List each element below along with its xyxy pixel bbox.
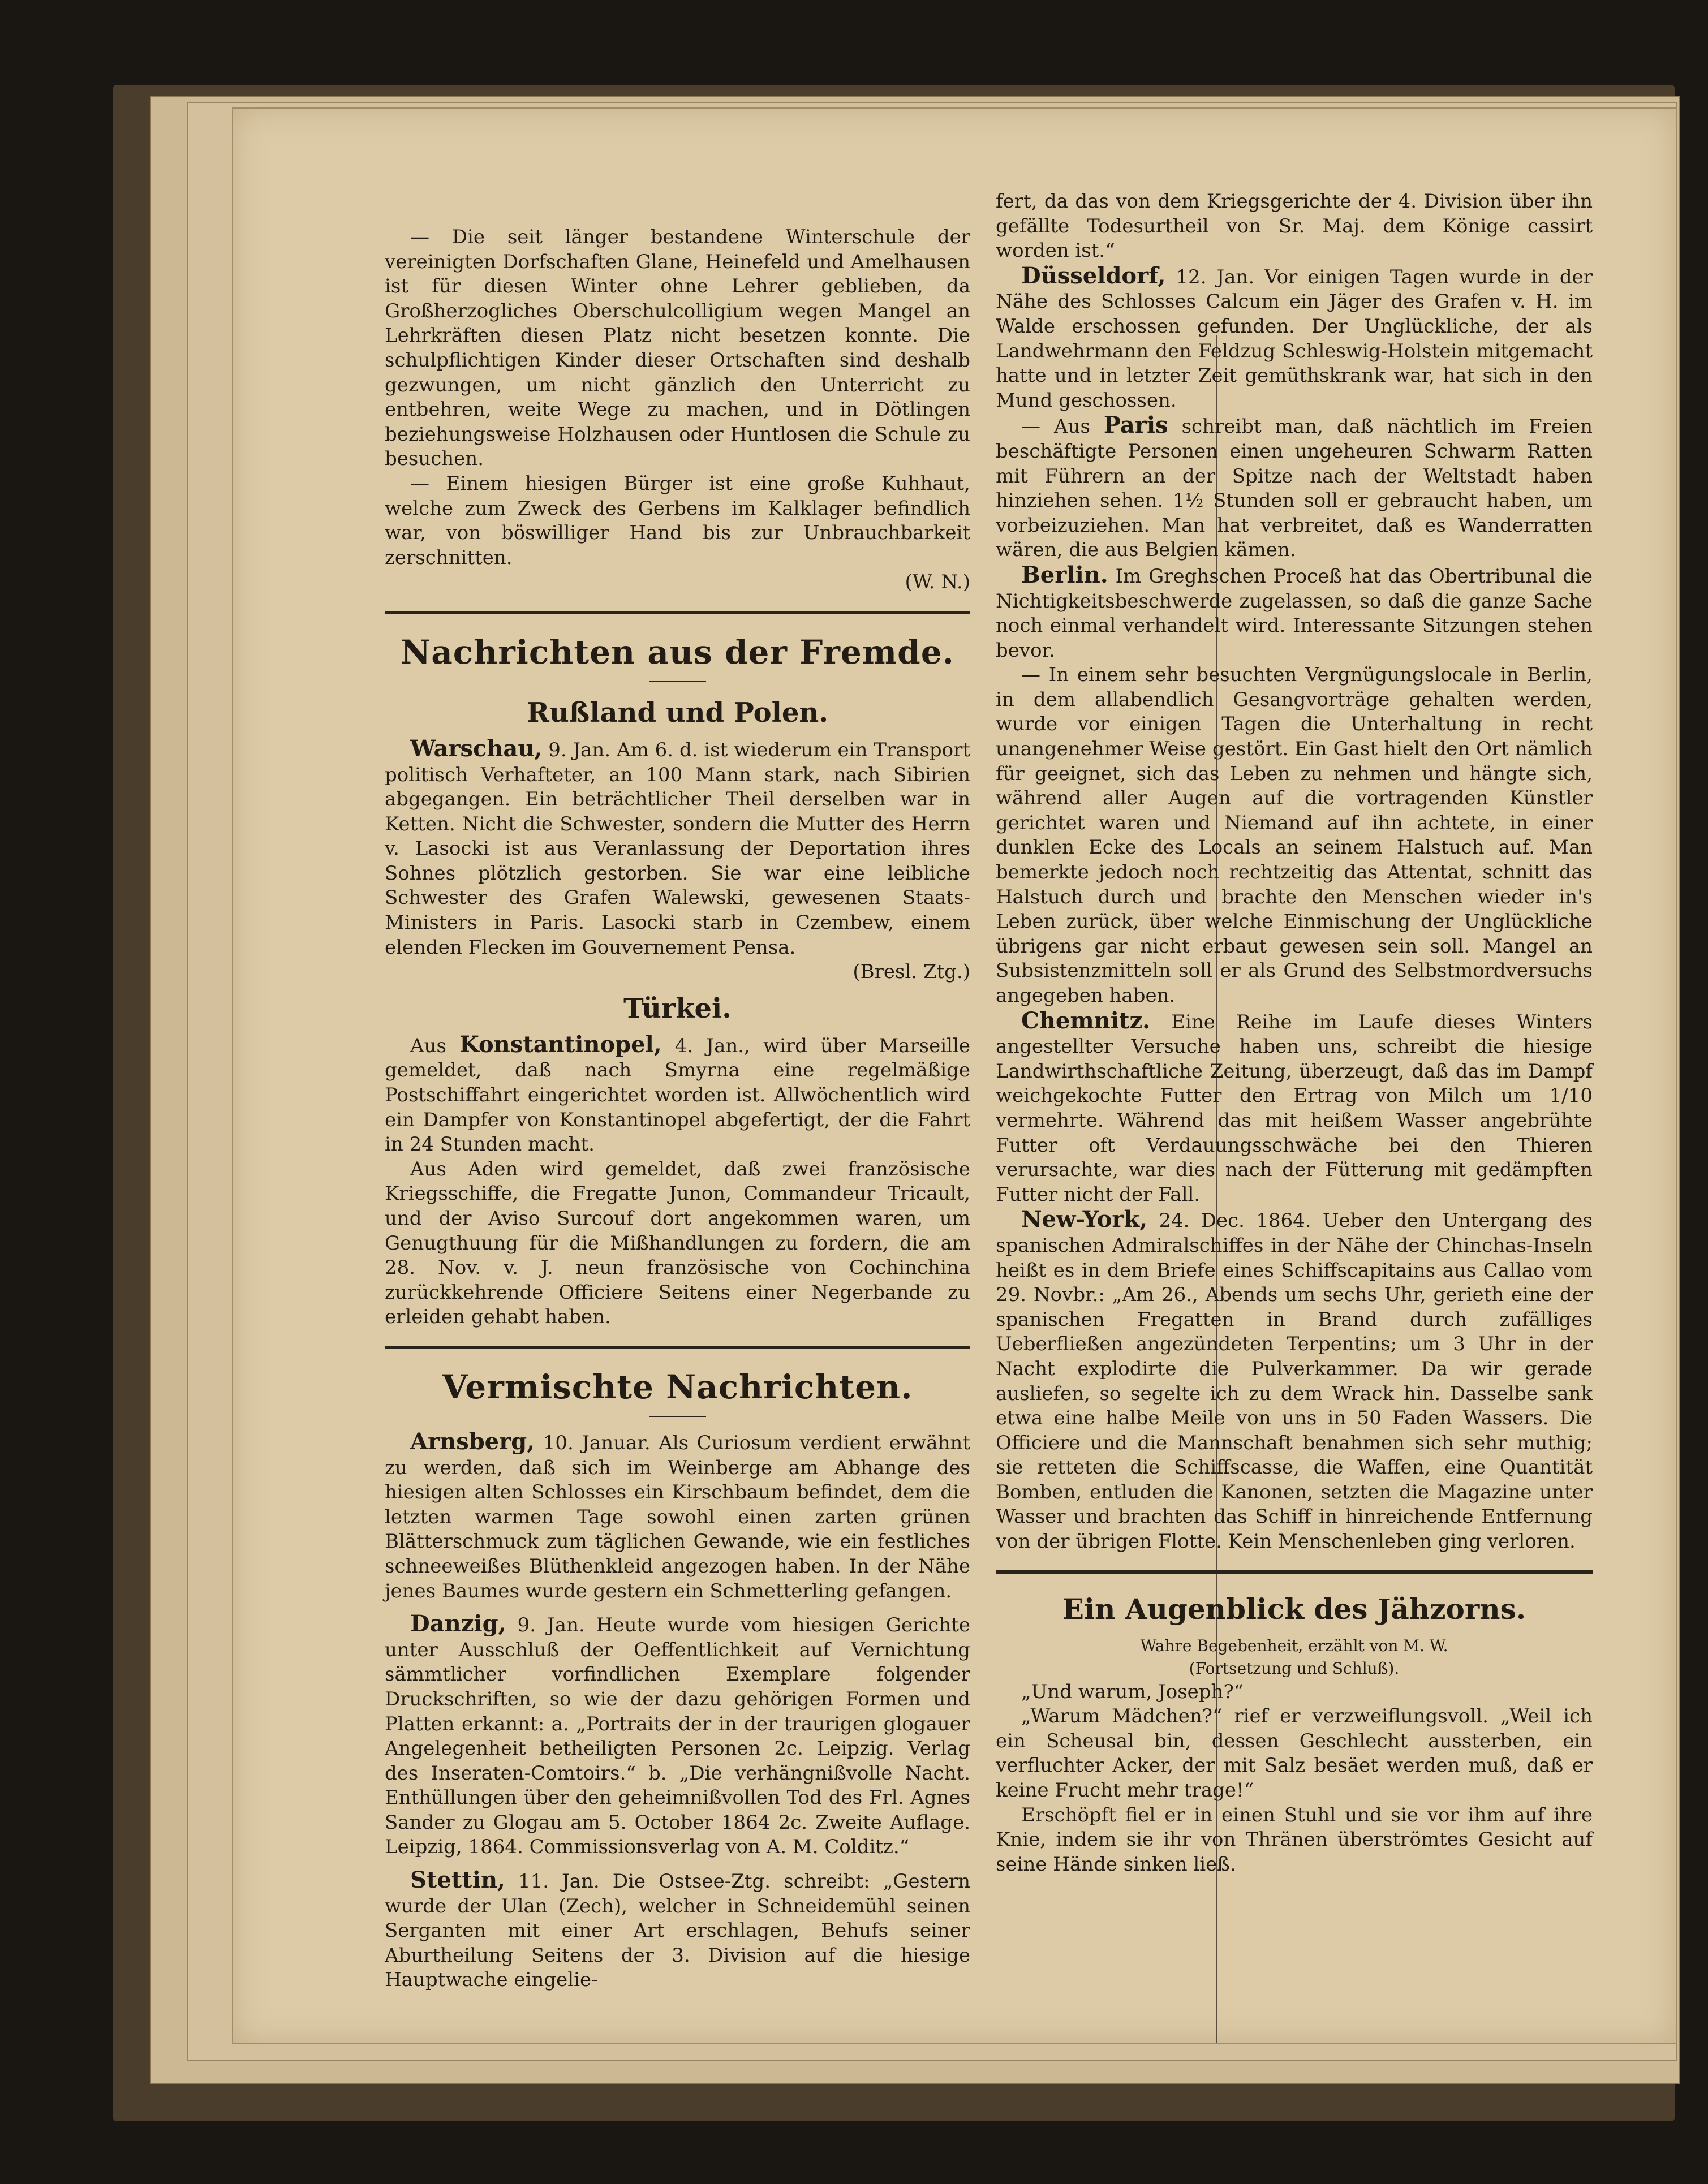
dateline-paris: Paris	[1103, 412, 1168, 439]
article-text: 11. Jan. Die Ostsee-Ztg. schreibt: „Gestern wurde der Ulan (Zech), welcher in Schneidemühl seinen Serganten mit einer Art erschlagen, Behufs seiner Aburtheilung Seitens der 3. Division auf die hiesige Hauptwache eingelie-	[385, 1870, 970, 1992]
dateline-duesseldorf: Düsseldorf,	[1021, 262, 1166, 289]
story-paragraph: „Und warum, Joseph?“	[1021, 1680, 1244, 1703]
article-local-school: — Die seit länger bestandene Winterschule der vereinigten Dorfschaften Glane, Heinefeld und Amelhausen ist für diesen Winter ohne Lehrer geblieben, da Großherzogliches Oberschulcolligium wegen Mangel an Lehrkräften diesen Platz nicht besetzen konnte. Die schulpflichtigen Kinder dieser Ortschaften sind deshalb gezwungen, um nicht gänzlich den Unterricht zu entbehren, weite Wege zu machen, und in Dötlingen beziehungsweise Holzhausen oder Huntlosen die Schule zu besuchen.	[385, 226, 970, 471]
subsection-title-turkey: Türkei.	[623, 992, 732, 1024]
article-berlin	[996, 563, 1593, 663]
article-text: 9. Jan. Heute wurde vom hiesigen Gerichte unter Ausschluß der Oeffentlichkeit auf Vernichtung sämmtlicher vorfindlichen Exemplare folgender Druckschriften, so wie der dazu gehörigen Formen und Platten erkannt: a. „Portraits der in der traurigen glogauer Angelegenheit betheiligten Personen 2c. Leipzig. Verlag des Inseraten-Comtoirs.“ b. „Die verhängnißvolle Nacht. Enthüllungen über den geheimnißvollen Tod des Frl. Agnes Sander zu Glogau am 5. October 1864 2c. Zweite Auflage. Leipzig, 1864. Commissionsverlag von A. M. Colditz.“	[385, 1614, 971, 1859]
dateline-danzig: Danzig,	[410, 1610, 506, 1638]
article-text: schreibt man, daß nächtlich im Freien beschäftigte Personen einen ungeheuren Schwarm Ratten mit Führern an der Spitze nach der Weltstadt haben hinziehen sehen. 1½ Stunden soll er gebraucht haben, um vorbeizuziehen. Man hat verbreitet, daß es Wanderratten wären, die aus Belgien kämen.	[996, 415, 1593, 562]
short-divider	[649, 681, 706, 682]
section-title-misc-news: Vermischte Nachrichten.	[442, 1367, 913, 1406]
dateline-newyork: New-York,	[1021, 1206, 1148, 1233]
section-rule	[385, 1346, 970, 1349]
left-column	[385, 225, 970, 1993]
short-divider	[649, 1416, 706, 1417]
article-aden: Aus Aden wird gemeldet, daß zwei französische Kriegsschiffe, die Fregatte Junon, Commandeur Tricault, und der Aviso Surcouf dort angekommen waren, um Genugthuung für die Mißhandlungen zu fordern, die am 28. Nov. v. J. neun französische von Cochinchina zurückkehrende Officiere Seitens einer Negerbande zu erleiden gehabt haben.	[385, 1157, 970, 1329]
dateline-arnsberg: Arnsberg,	[410, 1428, 535, 1455]
story-paragraph: Erschöpft fiel er in einen Stuhl und sie vor ihm auf ihre Knie, indem sie ihr von Thränen überströmtes Gesicht auf seine Hände sinken ließ.	[996, 1803, 1593, 1876]
article-text: Im Greghschen Proceß hat das Obertribunal die Nichtigkeitsbeschwerde zugelassen, so daß die ganze Sache noch einmal verhandelt wird. Interessante Sitzungen stehen bevor.	[996, 565, 1593, 662]
article-text: 9. Jan. Am 6. d. ist wiederum ein Transport politisch Verhafteter, an 100 Mann stark, nach Sibirien abgegangen. Ein beträchtlicher Theil derselben war in Ketten. Nicht die Schwester, sondern die Mutter des Herrn v. Lasocki ist aus Veranlassung der Deportation ihres Sohnes plötzlich gestorben. Sie war eine leibliche Schwester des Grafen Walewski, gewesenen Staats-Ministers in Paris. Lasocki starb in Czembew, einem elenden Flecken im Gouvernement Pensa.	[385, 738, 970, 959]
subsection-title-russia: Rußland und Polen.	[526, 696, 829, 729]
article-arnsberg	[385, 1429, 970, 1604]
dateline-konstantinopel: Konstantinopel,	[459, 1031, 662, 1058]
article-berlin-suicide: — In einem sehr besuchten Vergnügungslocale in Berlin, in dem allabendlich Gesangvorträge gehalten werden, wurde vor einigen Tagen die Unterhaltung in recht unangenehmer Weise gestört. Ein Gast hielt den Ort nämlich für geeignet, sich das Leben zu nehmen und hängte sich, während aller Augen auf die vortragenden Künstler gerichtet waren und Niemand auf ihn achtete, in einer dunklen Ecke des Locals an seinem Halstuch auf. Man bemerkte jedoch noch rechtzeitig das Attentat, schnitt das Halstuch durch und brachte den Menschen wieder in's Leben zurück, über welche Einmischung der Unglückliche übrigens gar nicht erbaut gewesen sein soll. Mangel an Subsistenzmitteln soll er als Grund des Selbstmordversuchs angegeben haben.	[996, 664, 1593, 1007]
story-byline: Wahre Begebenheit, erzählt von M. W.	[1140, 1636, 1448, 1655]
story-paragraph: „Warum Mädchen?“ rief er verzweiflungsvoll. „Weil ich ein Scheusal bin, dessen Geschlecht aussterben, ein verfluchter Acker, der mit Salz besäet werden muß, daß er keine Frucht mehr trage!“	[996, 1705, 1593, 1802]
section-rule	[385, 611, 970, 614]
article-prefix: — Aus	[1021, 415, 1090, 438]
article-duesseldorf	[996, 264, 1593, 413]
article-text: 24. Dec. 1864. Ueber den Untergang des spanischen Admiralschiffes in der Nähe der Chinchas-Inseln heißt es in dem Briefe eines Schiffscapitains aus Callao vom 29. Novbr.: „Am 26., Abends um sechs Uhr, gerieth eine der spanischen Fregatten in Brand durch zufälliges Ueberfließen angezündeten Terpentins; um 3 Uhr in der Nacht explodirte die Pulverkammer. Da wir gerade ausliefen, so segelte ich zu dem Wrack hin. Dasselbe sank etwa eine halbe Meile von uns in 50 Faden Wassers. Die Officiere und die Mannschaft benahmen sich sehr muthig; sie retteten die Schiffscasse, die Waffen, eine Quantität Bomben, entluden die Kanonen, setzten die Magazine unter Wasser und brachten das Schiff in hinreichende Entfernung von der übrigen Flotte. Kein Menschenleben ging verloren.	[996, 1209, 1593, 1553]
article-chemnitz	[996, 1009, 1593, 1208]
article-newyork	[996, 1207, 1593, 1554]
story-title: Ein Augenblick des Jähzorns.	[1062, 1592, 1526, 1626]
dateline-warschau: Warschau,	[410, 735, 543, 762]
dateline-berlin: Berlin.	[1021, 561, 1108, 588]
section-title-foreign-news: Nachrichten aus der Fremde.	[401, 632, 954, 671]
article-text: Eine Reihe im Laufe dieses Winters angestellter Versuche haben uns, schreibt die hiesige Landwirthschaftliche Zeitung, überzeugt, daß das im Dampf weichgekochte Futter den Ertrag von Milch um 1/10 vermehrte. Während das mit heißem Wasser angebrühte Futter oft Verdauungsschwäche bei den Thieren verursachte, war dies nach der Fütterung mit gedämpften Futter nicht der Fall.	[996, 1010, 1593, 1206]
article-danzig	[385, 1612, 970, 1860]
article-stettin	[385, 1868, 970, 1993]
article-source: (Bresl. Ztg.)	[853, 960, 970, 984]
dateline-stettin: Stettin,	[410, 1867, 505, 1894]
dateline-chemnitz: Chemnitz.	[1021, 1007, 1151, 1034]
story-continuation-note: (Fortsetzung und Schluß).	[1189, 1659, 1400, 1678]
article-text: 4. Jan., wird über Marseille gemeldet, daß nach Smyrna eine regelmäßige Postschiffahrt eingerichtet worden ist. Allwöchentlich wird ein Dampfer von Konstantinopel abgefertigt, der die Fahrt in 24 Stunden macht.	[385, 1034, 970, 1156]
section-rule	[996, 1570, 1593, 1574]
article-stettin-continued: fert, da das von dem Kriegsgerichte der 4. Division über ihn gefällte Todesurtheil von Sr. Maj. dem Könige cassirt worden ist.“	[996, 190, 1593, 262]
article-local-cowhide: — Einem hiesigen Bürger ist eine große Kuhhaut, welche zum Zweck des Gerbens im Kalklager befindlich war, von böswilliger Hand bis zur Unbrauchbarkeit zerschnitten.	[385, 472, 970, 569]
article-text: 12. Jan. Vor einigen Tagen wurde in der Nähe des Schlosses Calcum ein Jäger des Grafen v. H. im Walde erschossen gefunden. Der Unglückliche, der als Landwehrmann den Feldzug Schleswig-Holstein mitgemacht hatte und in letzter Zeit gemüthskrank war, hat sich in den Mund geschossen.	[996, 265, 1593, 412]
article-source: (W. N.)	[905, 571, 970, 594]
article-warschau	[385, 736, 970, 960]
article-text: 10. Januar. Als Curiosum verdient erwähnt zu werden, daß sich im Weinberge am Abhange des hiesigen alten Schlosses ein Kirschbaum befindet, dem die letzten warmen Tage sowohl einen zarten grünen Blätterschmuck zum täglichen Gewande, wie ein festliches schneeweißes Blüthenkleid angezogen haben. In der Nähe jenes Baumes wurde gestern ein Schmetterling gefangen.	[385, 1431, 970, 1603]
article-konstantinopel	[385, 1032, 970, 1157]
right-column	[996, 189, 1593, 1877]
article-prefix: Aus	[410, 1034, 446, 1057]
article-paris	[996, 413, 1593, 563]
